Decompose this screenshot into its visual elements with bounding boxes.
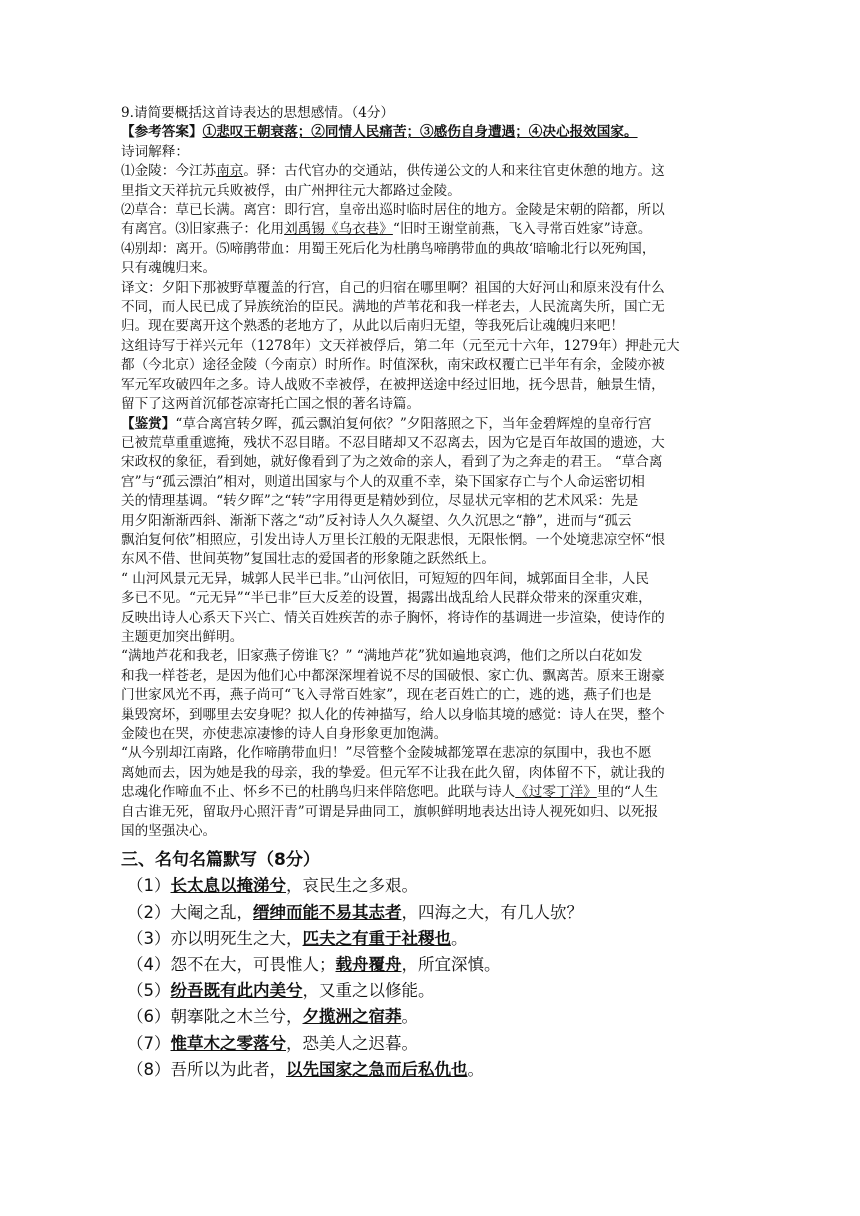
note-line: 只有魂魄归来。 xyxy=(121,260,217,277)
translation-line: 不同，而人民已成了异族统治的臣民。满地的芦苇花和我一样老去，人民流离失所，国亡无 xyxy=(121,299,665,316)
appreciation-tag: 【鉴赏】 xyxy=(121,415,176,432)
item-answer: 惟草木之零落兮 xyxy=(170,1033,286,1053)
appreciation-line: 飘泊复何依”相照应，引发出诗人万里长江般的无限悲恨，无限怅惘。一个处境悲凉空怀“恨 xyxy=(121,531,666,548)
note-text: 有离宫。⑶旧家燕子：化用 xyxy=(121,221,285,238)
translation-line: 留下了这两首沉郁苍凉寄托亡国之恨的著名诗篇。 xyxy=(121,396,421,413)
item-answer: 以先国家之急而后私仇也 xyxy=(286,1059,468,1079)
note-line xyxy=(121,162,733,181)
appreciation-line: 东风不借、世间英物”复国壮志的爱国者的形象随之跃然纸上。 xyxy=(121,551,495,568)
appreciation-line: 和我一样苍老，是因为他们心中都深深埋着说不尽的国破恨、家亡仇、飘离苦。原来王谢豪 xyxy=(121,667,665,684)
appreciation-line xyxy=(121,783,733,802)
item-number: （6） xyxy=(127,1007,171,1027)
notes-heading: 诗词解释： xyxy=(121,143,189,160)
dictation-section-title: 三、名句名篇默写（8分） xyxy=(121,850,320,871)
wuyi-xiang-link[interactable]: 《乌衣巷》 xyxy=(324,221,393,238)
item-prompt: ，所宜深慎。 xyxy=(401,955,501,975)
item-answer: 长太息以掩涕兮 xyxy=(170,876,286,896)
item-answer: 载舟覆舟 xyxy=(335,955,402,975)
note-line: ⑷别却：离开。⑸啼鹃带血：用蜀王死后化为杜鹃鸟啼鹃带血的典故‘暗喻北行以死殉国， xyxy=(121,240,656,257)
dictation-item xyxy=(121,1031,733,1057)
appreciation-line: “满地芦花和我老，旧家燕子傍谁飞？” “满地芦花”犹如遍地哀鸿，他们之所以白花如发 xyxy=(121,648,643,665)
note-text: “旧时王谢堂前燕，飞入寻常百姓家”诗意。 xyxy=(392,221,652,238)
item-answer: 匹夫之有重于社稷也 xyxy=(302,928,451,948)
item-answer: 夕揽洲之宿莽 xyxy=(302,1007,402,1027)
appreciation-line: 主题更加突出鲜明。 xyxy=(121,628,244,645)
appreciation-text: 里的“人生 xyxy=(596,784,659,801)
document-page xyxy=(121,104,733,1083)
appreciation-line xyxy=(121,415,733,434)
item-prompt: 亦以明死生之大， xyxy=(170,928,303,948)
item-prompt: ，恐美人之迟暮。 xyxy=(286,1033,418,1053)
translation-line: 译文：夕阳下那被野草覆盖的行宫，自己的归宿在哪里啊？祖国的大好河山和原来没有什么 xyxy=(121,279,665,296)
appreciation-line: 关的情理基调。“转夕晖”之“转”字用得更是精妙到位，尽显状元宰相的艺术风采：先是 xyxy=(121,493,639,510)
appreciation-line: 自古谁无死，留取丹心照汗青”可谓是异曲同工，旗帜鲜明地表达出诗人视死如归、以死报 xyxy=(121,803,659,820)
appreciation-line: 金陵也在哭，亦使悲凉凄惨的诗人自身形象更加饱满。 xyxy=(121,726,448,742)
guo-lingding-yang-link[interactable]: 《过零丁洋》 xyxy=(515,784,597,801)
answer-text: ①悲叹王朝衰落；②同情人民痛苦；③感伤自身遭遇；④决心报效国家。 xyxy=(202,124,638,141)
appreciation-line: 巢毁窝坏，到哪里去安身呢？拟人化的传神描写，给人以身临其境的感觉：诗人在哭，整个 xyxy=(121,706,665,723)
item-prompt: 大阉之乱， xyxy=(170,902,253,922)
dictation-item xyxy=(121,978,733,1004)
item-prompt: 吾所以为此者， xyxy=(170,1059,286,1079)
item-prompt: ，又重之以修能。 xyxy=(302,981,435,1001)
dictation-item xyxy=(121,926,733,952)
nanjing-link[interactable]: 南京 xyxy=(216,163,244,180)
item-number: （1） xyxy=(127,876,171,896)
item-prompt: ，哀民生之多艰。 xyxy=(286,876,418,896)
reference-answer xyxy=(121,123,733,142)
item-answer: 纷吾既有此内美兮 xyxy=(170,981,303,1001)
appreciation-line: 离她而去，因为她是我的母亲，我的挚爱。但元军不让我在此久留，肉体留不下，就让我的 xyxy=(121,764,665,781)
item-number: （5） xyxy=(127,981,171,1001)
dictation-item xyxy=(121,1004,733,1030)
translation-line: 这组诗写于祥兴元年（1278年）文天祥被俘后，第二年（元至元十六年，1279年）押赴元大 xyxy=(121,337,680,354)
item-prompt: 。 xyxy=(401,1007,418,1027)
item-prompt: 。 xyxy=(451,928,468,948)
appreciation-line: 宋政权的象征，看到她，就好像看到了为之效命的亲人，看到了为之奔走的君王。 “草合离 xyxy=(121,454,663,471)
appreciation-line: 国的坚强决心。 xyxy=(121,823,217,840)
item-number: （3） xyxy=(127,928,171,948)
appreciation-line: 用夕阳渐渐西斜、渐渐下落之“动”反衬诗人久久凝望、久久沉思之“静”，进而与“孤云 xyxy=(121,512,632,529)
note-line: 里指文天祥抗元兵败被俘，由广州押往元大都路过金陵。 xyxy=(121,182,461,199)
dictation-item xyxy=(121,1057,733,1083)
note-text: ⑴金陵：今江苏 xyxy=(121,163,217,180)
dictation-item xyxy=(121,900,733,926)
translation-line: 军元军攻破四年之多。诗人战败不幸被俘，在被押送途中经过旧地，抚今思昔，触景生情， xyxy=(121,376,665,393)
item-prompt: 怨不在大，可畏惟人； xyxy=(170,955,336,975)
note-line: ⑵草合：草已长满。离宫：即行宫，皇帝出巡时临时居住的地方。金陵是宋朝的陪都，所以 xyxy=(121,202,665,219)
note-text: 。驿：古代官办的交通站，供传递公文的人和来往官吏休憩的地方。这 xyxy=(243,163,665,180)
appreciation-line: “从今别却江南路，化作啼鹃带血归！”尽管整个金陵城都笼罩在悲凉的氛围中，我也不愿 xyxy=(121,745,652,762)
appreciation-text: “草合离宫转夕晖，孤云飘泊复何依？”夕阳落照之下，当年金碧辉煌的皇帝行宫 xyxy=(175,415,652,432)
item-prompt: 。 xyxy=(467,1059,484,1079)
item-number: （8） xyxy=(127,1059,171,1079)
liu-yuxi-link[interactable]: 刘禹锡 xyxy=(284,221,325,238)
dictation-item xyxy=(121,873,733,899)
appreciation-text: 忠魂化作啼血不止、怀乡不已的杜鹃鸟归来伴陪您吧。此联与诗人 xyxy=(121,784,516,801)
item-answer: 缙绅而能不易其志者 xyxy=(253,902,402,922)
translation-line: 都（今北京）途径金陵（今南京）时所作。时值深秋，南宋政权覆亡已半年有余，金陵亦被 xyxy=(121,357,665,374)
item-number: （7） xyxy=(127,1033,171,1053)
item-number: （2） xyxy=(127,902,171,922)
question-prompt: 9.请简要概括这首诗表达的思想感情。（4分） xyxy=(121,105,395,121)
appreciation-line: 宫”与“孤云漂泊”相对，则道出国家与个人的双重不幸，染下国家存亡与个人命运密切相 xyxy=(121,473,645,490)
appreciation-line: “ 山河风景元无异，城郭人民半已非。”山河依旧，可短短的四年间，城郭面目全非，人民 xyxy=(121,570,649,587)
translation-line: 归。现在要离开这个熟悉的老地方了，从此以后南归无望，等我死后让魂魄归来吧！ xyxy=(121,318,624,335)
dictation-item xyxy=(121,952,733,978)
appreciation-line: 多已不见。“元无异”“半已非”巨大反差的设置，揭露出战乱给人民群众带来的深重灾难， xyxy=(121,590,652,607)
appreciation-line: 反映出诗人心系天下兴亡、情关百姓疾苦的赤子胸怀，将诗作的基调进一步渲染，使诗作的 xyxy=(121,609,665,626)
note-line xyxy=(121,220,733,239)
appreciation-line: 已被荒草重重遮掩，残状不忍目睹。不忍目睹却又不忍离去，因为它是百年故国的遗迹，大 xyxy=(121,434,665,451)
appreciation-line: 门世家风光不再，燕子尚可“飞入寻常百姓家”，现在老百姓亡的亡，逃的逃，燕子们也是 xyxy=(121,687,652,704)
answer-tag: 【参考答案】 xyxy=(121,124,203,141)
item-prompt: 朝搴阰之木兰兮， xyxy=(170,1007,303,1027)
item-number: （4） xyxy=(127,955,171,975)
item-prompt: ，四海之大，有几人欤？ xyxy=(401,902,583,922)
